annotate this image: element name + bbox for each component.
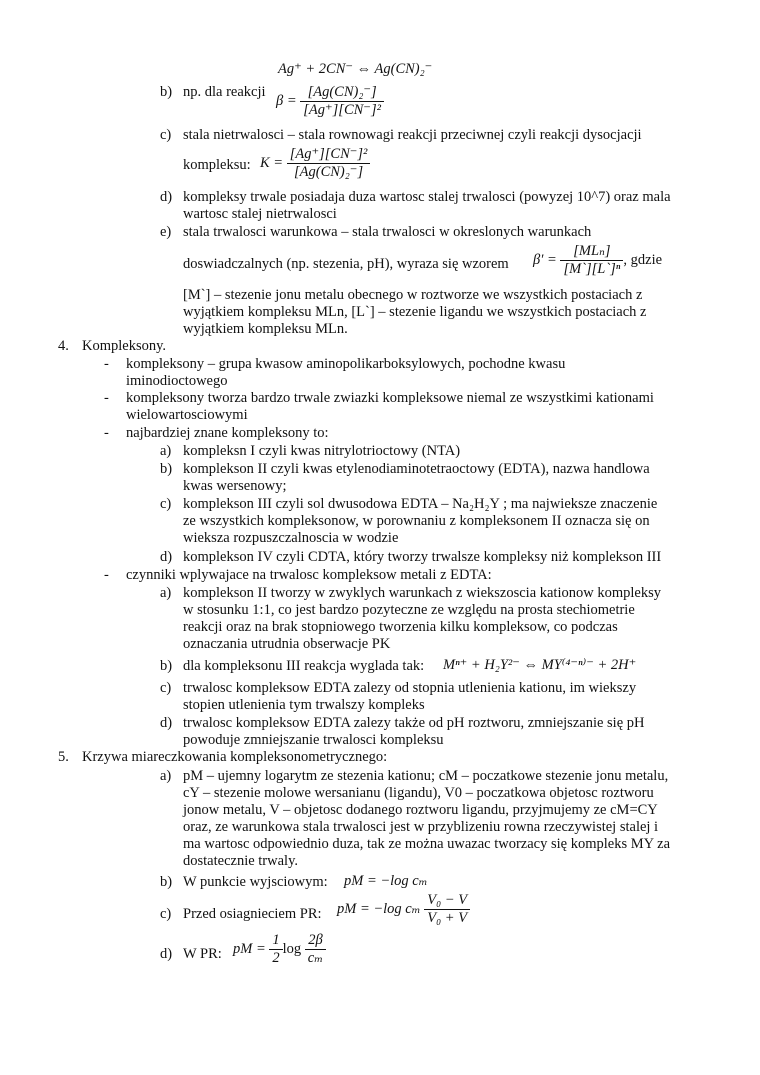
numerator: 1 (269, 932, 282, 950)
item-label: a) (160, 768, 172, 784)
item-text: komplekson IV czyli CDTA, który tworzy trwalsze kompleksy niż komplekson III (183, 549, 662, 565)
item-text: komplekson II tworzy w zwyklych warunkach z wiekszoscia kationow kompleksy (183, 585, 661, 601)
section-title: Krzywa miareczkowania kompleksonometrycznego: (82, 749, 388, 765)
item-text: ze wszystkich kompleksonow, w porownaniu z kompleksonem II oznacza się on (183, 513, 650, 529)
item-text: kompleksy trwale posiadaja duza wartosc stalej trwalosci (powyzej 10^7) oraz mala (183, 189, 671, 205)
bullet: - (104, 356, 109, 372)
pm-before-pr-formula (337, 892, 470, 927)
denominator: cₘ (307, 950, 324, 966)
beta-conditional-formula (533, 243, 662, 278)
item-text: doswiadczalnych (np. stezenia, pH), wyraza się wzorem (183, 256, 509, 272)
formula-lhs: K = (260, 154, 284, 171)
bullet: - (104, 390, 109, 406)
item-label: a) (160, 585, 172, 601)
item-text: np. dla reakcji (183, 84, 266, 100)
item-text: w stosunku 1:1, co jest bardzo pozyteczne ze względu na prosta stechiometrie (183, 602, 635, 618)
item-text: W PR: (183, 946, 222, 962)
section-title: Kompleksony. (82, 338, 167, 354)
item-label: c) (160, 127, 172, 143)
section-number: 5. (58, 749, 69, 765)
item-text: Przed osiagnieciem PR: (183, 906, 322, 922)
item-text: [M`] – stezenie jonu metalu obecnego w roztworze we wszystkich postaciach z (183, 287, 643, 303)
bullet-text: najbardziej znane kompleksony to: (126, 425, 329, 441)
fraction-half (269, 932, 282, 967)
numerator: [Ag⁺][CN⁻]² (287, 146, 371, 164)
item-label: d) (160, 715, 173, 731)
K-formula (260, 146, 370, 181)
item-text: oraz, ze warunkowa stala trwalosci jest w przyblizeniu rowna rzeczywistej stalej i (183, 819, 659, 835)
item-label: c) (160, 496, 172, 512)
denominator: [Ag⁺][CN⁻]² (303, 102, 381, 118)
item-text: wyjątkiem kompleksu MLn, [L`] – stezenie ligandu we wszystkich postaciach z (183, 304, 647, 320)
item-label: d) (160, 946, 173, 962)
denominator: 2 (272, 950, 280, 966)
item-text: oznaczania utrudnia obserwacje PK (183, 636, 391, 652)
item-text: kompleksu: (183, 157, 251, 173)
denominator: [M`][L`]ⁿ (563, 261, 621, 277)
item-text: stopien utlenienia tym trwalszy kompleks (183, 697, 425, 713)
denominator: [Ag(CN)₂⁻] (294, 164, 364, 180)
item-text: komplekson II czyli kwas etylenodiaminotetraoctowy (EDTA), nazwa handlowa (183, 461, 650, 477)
beta-formula (276, 84, 384, 119)
numerator: V₀ − V (424, 892, 470, 910)
fraction (424, 892, 470, 927)
item-text: powoduje zmniejszanie trwalosci kompleksu (183, 732, 444, 748)
item-text: wartosc stalej nietrwalosci (183, 206, 337, 222)
numerator: 2β (305, 932, 326, 950)
formula-suffix: , gdzie (623, 251, 663, 268)
item-text: cY – stezenie molowe wersanianu (ligandu), V0 – poczatkowa objetosc roztworu (183, 785, 654, 801)
log-text: log (282, 940, 302, 957)
item-text: stala nietrwalosci – stala rownowagi reakcji przeciwnej czyli reakcji dysocjacji (183, 127, 642, 143)
item-text: trwalosc kompleksow EDTA zalezy od stopnia utlenienia kationu, im wiekszy (183, 680, 637, 696)
item-text: trwalosc kompleksow EDTA zalezy także od pH roztworu, zmniejszanie się pH (183, 715, 645, 731)
item-text: wyjątkiem kompleksu MLn. (183, 321, 348, 337)
formula-lhs: pM = −log cₘ (337, 900, 421, 917)
item-text: kompleksn I czyli kwas nitrylotrioctowy (NTA) (183, 443, 461, 459)
formula-lhs: pM = (233, 940, 266, 957)
item-text: ma wartosc odpowiednio duza, tak ze można uwazac tworzacy się kompleks MY za (183, 836, 671, 852)
pm-initial-formula: pM = −log cₘ (344, 873, 428, 889)
item-text: stala trwalosci warunkowa – stala trwalosci w okreslonych warunkach (183, 224, 592, 240)
numerator: [Ag(CN)₂⁻] (300, 84, 384, 102)
item-label: b) (160, 84, 173, 100)
bullet-text: kompleksony tworza bardzo trwale zwiazki kompleksowe niemal ze wszystkimi kationami (126, 390, 654, 406)
item-label: e) (160, 224, 172, 240)
fraction (560, 243, 623, 278)
item-label: b) (160, 874, 173, 890)
bullet-text: kompleksony – grupa kwasow aminopolikarboksylowych, pochodne kwasu (126, 356, 566, 372)
top-equation: Ag⁺ + 2CN⁻ ⇔ Ag(CN)₂⁻ (278, 61, 433, 77)
item-text: komplekson III czyli sol dwusodowa EDTA – Na₂H₂Y ; ma najwieksze znaczenie (183, 496, 658, 512)
edta-reaction-equation: Mⁿ⁺ + H₂Y²⁻ ⇔ MY⁽⁴⁻ⁿ⁾⁻ + 2H⁺ (443, 657, 637, 673)
bullet-text: czynniki wplywajace na trwalosc kompleksow metali z EDTA: (126, 567, 492, 583)
denominator: V₀ + V (427, 910, 468, 926)
bullet-text: iminodioctowego (126, 373, 228, 389)
formula-lhs: β′ = (533, 251, 557, 268)
item-label: d) (160, 189, 173, 205)
item-text: pM – ujemny logarytm ze stezenia kationu; cM – poczatkowe stezenie jonu metalu, (183, 768, 669, 784)
bullet: - (104, 425, 109, 441)
pm-at-pr-formula (233, 932, 326, 967)
item-text: dla kompleksonu III reakcja wyglada tak: (183, 658, 425, 674)
item-label: c) (160, 906, 172, 922)
section-number: 4. (58, 338, 69, 354)
item-text: wieksza rozpuszczalnoscia w wodzie (183, 530, 399, 546)
item-text: dostatecznie trwaly. (183, 853, 299, 869)
fraction (305, 932, 326, 967)
fraction (300, 84, 384, 119)
item-text: jonow metalu, V – objetosc dodanego roztworu ligandu, przyjmujemy ze cM=CY (183, 802, 658, 818)
formula-lhs: β = (276, 92, 297, 109)
item-label: d) (160, 549, 173, 565)
item-label: a) (160, 443, 172, 459)
bullet-text: wielowartosciowymi (126, 407, 248, 423)
item-text: W punkcie wyjsciowym: (183, 874, 328, 890)
bullet: - (104, 567, 109, 583)
item-text: reakcji oraz na brak stopniowego tworzenia kilku kompleksow, co podczas (183, 619, 618, 635)
item-label: b) (160, 461, 173, 477)
numerator: [MLₙ] (560, 243, 623, 261)
item-text: kwas wersenowy; (183, 478, 287, 494)
fraction (287, 146, 371, 181)
item-label: c) (160, 680, 172, 696)
item-label: b) (160, 658, 173, 674)
